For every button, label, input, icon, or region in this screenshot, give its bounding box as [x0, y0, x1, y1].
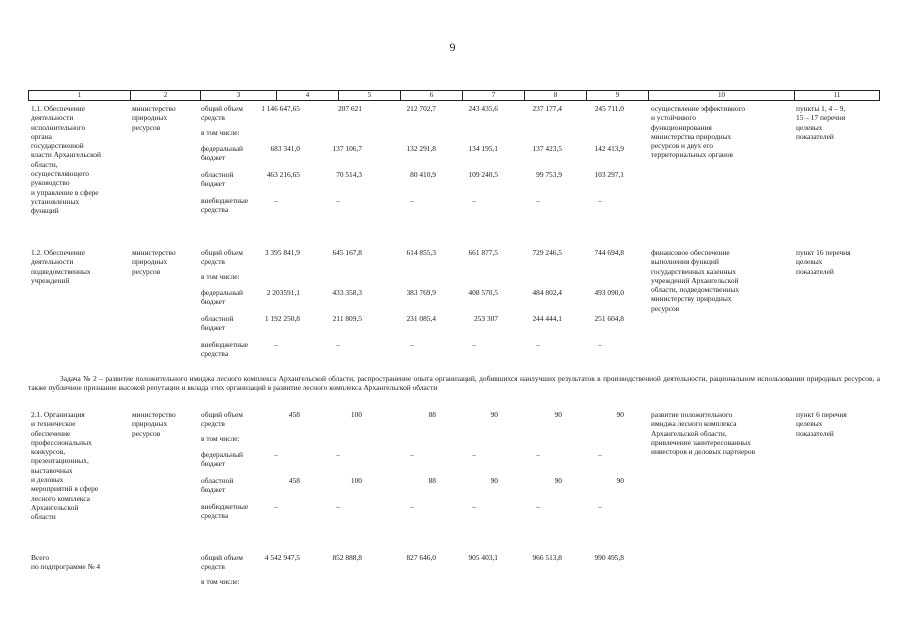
header-col-2: 2: [130, 91, 200, 100]
amount-cell: –: [472, 450, 476, 459]
amount-cell: 137 423,5: [532, 144, 562, 153]
amount-cell: 251 604,8: [594, 314, 624, 323]
amount-cell: 3 395 841,9: [264, 248, 300, 257]
header-col-4: 4: [276, 91, 338, 100]
amount-cell: 237 177,4: [532, 104, 562, 113]
header-col-9: 9: [586, 91, 648, 100]
amount-cell: –: [472, 196, 476, 205]
amount-cell: 614 855,3: [406, 248, 436, 257]
amount-cell: –: [598, 450, 602, 459]
header-col-8: 8: [524, 91, 586, 100]
amount-cell: 645 167,8: [332, 248, 362, 257]
amount-cell: –: [336, 340, 340, 349]
funding-source: общий объем средств: [201, 410, 243, 429]
header-col-5: 5: [338, 91, 400, 100]
amount-cell: 100: [350, 476, 362, 485]
amount-cell: –: [472, 340, 476, 349]
amount-cell: –: [274, 340, 278, 349]
amount-cell: 905 403,1: [468, 553, 498, 562]
funding-source: в том числе:: [201, 272, 240, 281]
row-name: 1.1. Обеспечение деятельности исполнительного органа государственной власти Архангельской области, осуществляющего руководство и управление в сфере установленных функций: [31, 104, 101, 216]
amount-cell: –: [598, 340, 602, 349]
row-executor: министерство природных ресурсов: [132, 104, 176, 132]
table-header: [28, 90, 880, 101]
amount-cell: 253 307: [473, 314, 498, 323]
amount-cell: –: [598, 502, 602, 511]
funding-source: федеральный бюджет: [201, 144, 243, 163]
funding-source: федеральный бюджет: [201, 288, 243, 307]
amount-cell: 661 877,5: [468, 248, 498, 257]
amount-cell: 683 341,0: [270, 144, 300, 153]
amount-cell: –: [410, 502, 414, 511]
amount-cell: 103 297,1: [594, 170, 624, 179]
amount-cell: 484 802,4: [532, 288, 562, 297]
task-2-text: [28, 374, 880, 393]
amount-cell: 70 514,3: [336, 170, 362, 179]
expected-result: финансовое обеспечение выполнения функций государственных казенных учреждений Архангельской области, подведомственных министерству природных ресурсов: [651, 248, 740, 313]
task-2-paragraph: Задача № 2 – развитие положительного имиджа лесного комплекса Архангельской области, распространение опыта организаций, добившихся наилучших результатов в производственной деятельности, рациональном использовании природных ресурсов, а также публичное признание высокой репутации и вклада этих организаций в развитие лесного комплекса Архангельской области: [28, 374, 880, 393]
indicator-reference: пункт 16 перечня целевых показателей: [796, 248, 851, 276]
funding-source: федеральный бюджет: [201, 450, 243, 469]
amount-cell: 729 246,5: [532, 248, 562, 257]
amount-cell: 827 646,0: [406, 553, 436, 562]
funding-source: внебюджетные средства: [201, 340, 249, 359]
expected-result: развитие положительного имиджа лесного комплекса Архангельской области, привлечение заинтересованных инвесторов и деловых партнеров: [651, 410, 756, 457]
indicator-reference: пункты 1, 4 – 9, 15 – 17 перечня целевых показателей: [796, 104, 846, 141]
amount-cell: –: [536, 340, 540, 349]
header-col-11: 11: [794, 91, 880, 100]
row-executor: министерство природных ресурсов: [132, 248, 176, 276]
funding-source: внебюджетные средства: [201, 502, 249, 521]
amount-cell: 90: [554, 476, 562, 485]
amount-cell: 88: [428, 410, 436, 419]
funding-source: внебюджетные средства: [201, 196, 249, 215]
row-name: 2.1. Организация и техническое обеспечение профессиональных конкурсов, презентационных, выставочных и деловых мероприятий в сфере лесного комплекса Архангельской области: [31, 410, 99, 522]
amount-cell: –: [274, 450, 278, 459]
amount-cell: –: [274, 502, 278, 511]
funding-source: общий объем средств: [201, 553, 243, 572]
amount-cell: 231 085,4: [406, 314, 436, 323]
amount-cell: 744 694,8: [594, 248, 624, 257]
header-col-3: 3: [200, 91, 276, 100]
amount-cell: –: [336, 450, 340, 459]
amount-cell: 493 090,0: [594, 288, 624, 297]
amount-cell: –: [410, 340, 414, 349]
funding-source: в том числе:: [201, 577, 240, 586]
amount-cell: 1 146 647,65: [261, 104, 300, 113]
amount-cell: 134 195,1: [468, 144, 498, 153]
row-name: Всего по подпрограмме № 4: [31, 553, 101, 572]
amount-cell: –: [274, 196, 278, 205]
indicator-reference: пункт 6 перечня целевых показателей: [796, 410, 847, 438]
funding-source: областной бюджет: [201, 476, 234, 495]
amount-cell: 463 216,65: [266, 170, 300, 179]
row-name: 1.2. Обеспечение деятельности подведомственных учреждений: [31, 248, 91, 285]
amount-cell: 4 542 947,5: [264, 553, 300, 562]
amount-cell: –: [410, 450, 414, 459]
amount-cell: –: [336, 196, 340, 205]
amount-cell: 2 203591,1: [266, 288, 300, 297]
funding-source: в том числе:: [201, 128, 240, 137]
amount-cell: –: [410, 196, 414, 205]
amount-cell: 132 291,8: [406, 144, 436, 153]
amount-cell: 88: [428, 476, 436, 485]
amount-cell: 142 413,9: [594, 144, 624, 153]
amount-cell: 207 621: [337, 104, 362, 113]
amount-cell: 90: [554, 410, 562, 419]
amount-cell: –: [536, 196, 540, 205]
header-col-6: 6: [400, 91, 462, 100]
amount-cell: 90: [490, 476, 498, 485]
amount-cell: 458: [288, 476, 300, 485]
funding-source: областной бюджет: [201, 314, 234, 333]
amount-cell: 137 106,7: [332, 144, 362, 153]
amount-cell: 80 410,9: [410, 170, 436, 179]
row-executor: министерство природных ресурсов: [132, 410, 176, 438]
amount-cell: –: [336, 502, 340, 511]
funding-source: в том числе:: [201, 434, 240, 443]
amount-cell: –: [598, 196, 602, 205]
amount-cell: –: [536, 450, 540, 459]
funding-source: областной бюджет: [201, 170, 234, 189]
header-col-10: 10: [648, 91, 794, 100]
amount-cell: 109 240,5: [468, 170, 498, 179]
amount-cell: 852 888,8: [332, 553, 362, 562]
amount-cell: 243 435,6: [468, 104, 498, 113]
header-col-7: 7: [462, 91, 524, 100]
amount-cell: 408 570,5: [468, 288, 498, 297]
amount-cell: 99 753,9: [536, 170, 562, 179]
amount-cell: 90: [490, 410, 498, 419]
funding-source: общий объем средств: [201, 248, 243, 267]
header-col-1: 1: [28, 91, 130, 100]
amount-cell: –: [472, 502, 476, 511]
amount-cell: 458: [288, 410, 300, 419]
amount-cell: 433 358,3: [332, 288, 362, 297]
amount-cell: 383 769,9: [406, 288, 436, 297]
amount-cell: 1 192 250,8: [264, 314, 300, 323]
amount-cell: 245 711,0: [594, 104, 624, 113]
page-number: 9: [449, 40, 456, 54]
amount-cell: 966 513,8: [532, 553, 562, 562]
amount-cell: 100: [350, 410, 362, 419]
amount-cell: 90: [616, 410, 624, 419]
amount-cell: 244 444,1: [532, 314, 562, 323]
amount-cell: 212 702,7: [406, 104, 436, 113]
amount-cell: 90: [616, 476, 624, 485]
funding-source: общий объем средств: [201, 104, 243, 123]
expected-result: осуществление эффективного и устойчивого функционирования министерства природных ресурсов и двух его территориальных органов: [651, 104, 746, 160]
amount-cell: –: [536, 502, 540, 511]
amount-cell: 990 495,8: [594, 553, 624, 562]
amount-cell: 211 809,5: [332, 314, 362, 323]
